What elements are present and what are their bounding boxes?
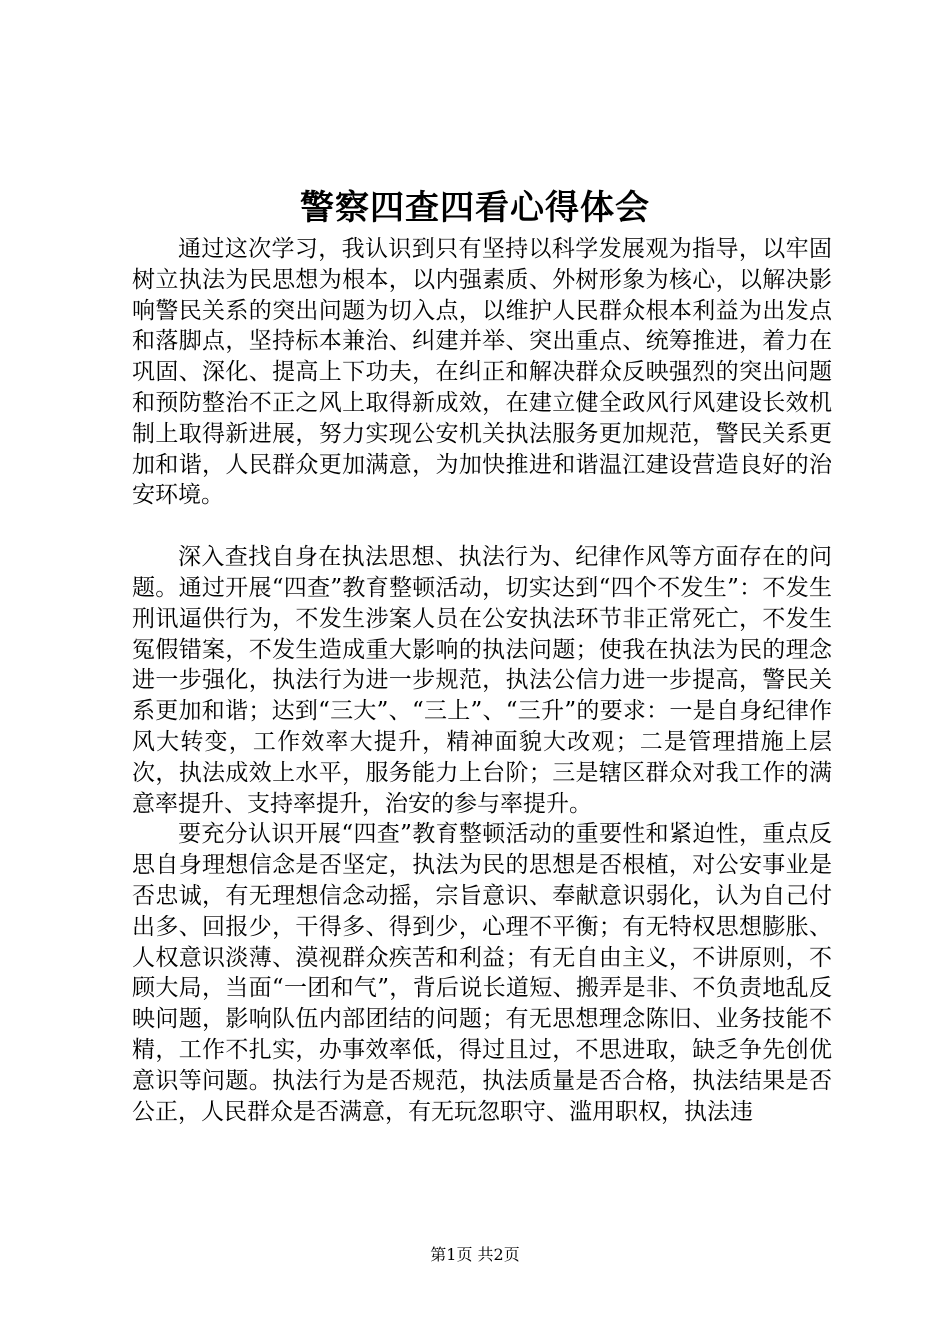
document-body: [132, 234, 832, 1127]
paragraph-3: 要充分认识开展“四查”教育整顿活动的重要性和紧迫性，重点反思自身理想信念是否坚定，执法为民的思想是否根植，对公安事业是否忠诚，有无理想信念动摇，宗旨意识、奉献意识弱化，认为自己付出多、回报少，干得多、得到少，心理不平衡；有无特权思想膨胀、人权意识淡薄、漠视群众疾苦和利益；有无自由主义，不讲原则，不顾大局，当面“一团和气”，背后说长道短、搬弄是非、不负责地乱反映问题，影响队伍内部团结的问题；有无思想理念陈旧、业务技能不精，工作不扎实，办事效率低，得过且过，不思进取，缺乏争先创优意识等问题。执法行为是否规范，执法质量是否合格，执法结果是否公正，人民群众是否满意，有无玩忽职守、滥用职权，执法违: [132, 821, 832, 1125]
document-title: 警察四查四看心得体会: [300, 188, 650, 228]
paragraph-2: 深入查找自身在执法思想、执法行为、纪律作风等方面存在的问题。通过开展“四查”教育整顿活动，切实达到“四个不发生”：不发生刑讯逼供行为，不发生涉案人员在公安执法环节非正常死亡，不发生冤假错案，不发生造成重大影响的执法问题；使我在执法为民的理念进一步强化，执法行为进一步规范，执法公信力进一步提高，警民关系更加和谐；达到“三大”、“三上”、“三升”的要求：一是自身纪律作风大转变，工作效率大提升，精神面貌大改观；二是管理措施上层次，执法成效上水平，服务能力上台阶；三是辖区群众对我工作的满意率提升、支持率提升，治安的参与率提升。: [132, 544, 832, 817]
paragraph-1: 通过这次学习，我认识到只有坚持以科学发展观为指导，以牢固树立执法为民思想为根本，以内强素质、外树形象为核心，以解决影响警民关系的突出问题为切入点，以维护人民群众根本利益为出发点和落脚点，坚持标本兼治、纠建并举、突出重点、统筹推进，着力在巩固、深化、提高上下功夫，在纠正和解决群众反映强烈的突出问题和预防整治不正之风上取得新成效，在建立健全政风行风建设长效机制上取得新进展，努力实现公安机关执法服务更加规范，警民关系更加和谐，人民群众更加满意，为加快推进和谐温江建设营造良好的治安环境。: [132, 236, 832, 509]
page-number-footer: 第1页 共2页: [430, 1245, 520, 1264]
